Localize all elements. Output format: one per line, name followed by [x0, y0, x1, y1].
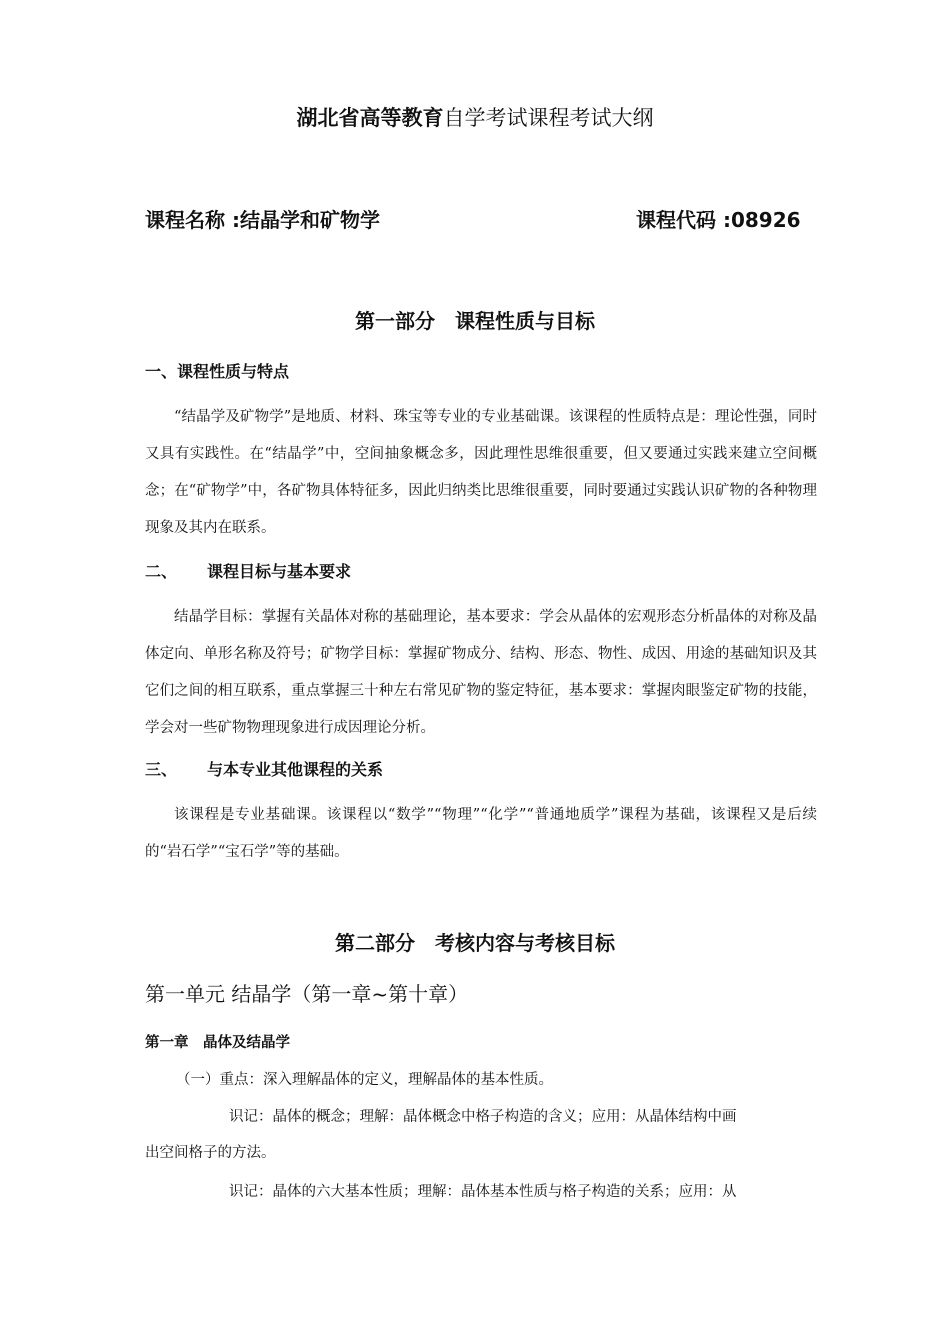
- unit-title: 第一单元 结晶学（第一章~第十章）: [145, 982, 469, 1006]
- part1-title: 第一部分 课程性质与目标: [355, 309, 595, 333]
- key-point-line: （一）重点：深入理解晶体的定义，理解晶体的基本性质。: [176, 1072, 553, 1088]
- section2-heading-text: 课程目标与基本要求: [207, 562, 352, 581]
- section3-heading-text: 与本专业其他课程的关系: [207, 760, 384, 779]
- section1-heading: 一、课程性质与特点: [145, 362, 290, 381]
- chapter-title: 第一章 晶体及结晶学: [145, 1035, 290, 1051]
- section3-heading: [145, 757, 383, 780]
- section3-heading-number: 三、: [145, 760, 178, 779]
- item1-line2: 出空间格子的方法。: [145, 1145, 276, 1161]
- section1-body: “结晶学及矿物学”是地质、材料、珠宝等专业的专业基础课。该课程的性质特点是：理论性强，同时又具有实践性。在“结晶学”中，空间抽象概念多，因此理性思维很重要，但又要通过实践来建立空间概念；在“矿物学”中，各矿物具体特征多，因此归纳类比思维很重要，同时要通过实践认识矿物的各种物理现象及其内在联系。: [145, 409, 817, 536]
- course-code: 课程代码 :08926: [636, 208, 801, 232]
- section2-body: 结晶学目标：掌握有关晶体对称的基础理论，基本要求：学会从晶体的宏观形态分析晶体的对称及晶体定向、单形名称及符号；矿物学目标：掌握矿物成分、结构、形态、物性、成因、用途的基础知识及其它们之间的相互联系，重点掌握三十种左右常见矿物的鉴定特征，基本要求：掌握肉眼鉴定矿物的技能，学会对一些矿物物理现象进行成因理论分析。: [145, 609, 817, 736]
- document-title-regular: 自学考试课程考试大纲: [443, 106, 654, 130]
- document-title: [0, 102, 950, 132]
- part2-title: 第二部分 考核内容与考核目标: [335, 931, 615, 955]
- course-name: 课程名称 :结晶学和矿物学: [145, 208, 380, 232]
- section3-body: 该课程是专业基础课。该课程以“数学”“物理”“化学”“普通地质学”课程为基础，该课程又是后续的“岩石学”“宝石学”等的基础。: [145, 807, 817, 860]
- document-title-bold: 湖北省高等教育: [296, 106, 444, 130]
- section2-heading: [145, 559, 351, 582]
- item2-line1: 识记：晶体的六大基本性质；理解：晶体基本性质与格子构造的关系；应用：从: [229, 1184, 737, 1200]
- item1-line1: 识记：晶体的概念；理解：晶体概念中格子构造的含义；应用：从晶体结构中画: [229, 1109, 737, 1125]
- section2-heading-number: 二、: [145, 562, 178, 581]
